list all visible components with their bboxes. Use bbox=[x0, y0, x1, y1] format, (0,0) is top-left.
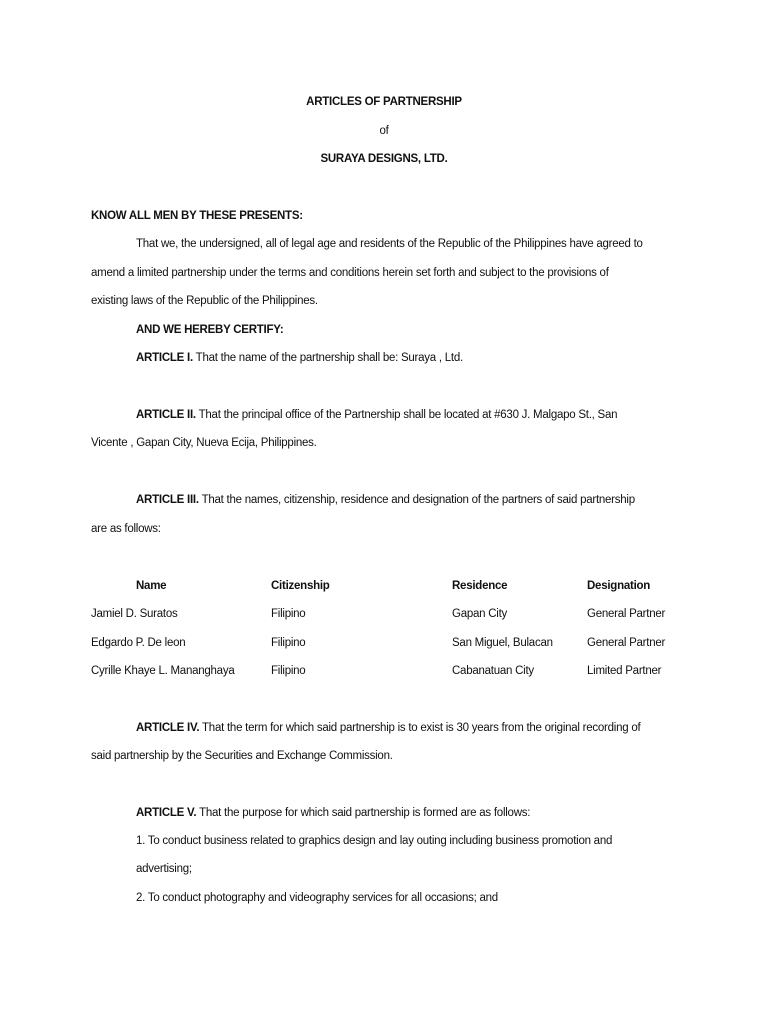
table-header-residence: Residence bbox=[452, 580, 508, 592]
article-1 bbox=[136, 352, 463, 364]
purpose-item-1-line-1: 1. To conduct business related to graphics design and lay outing including business promotion and bbox=[136, 835, 613, 847]
article-2-label: ARTICLE II. bbox=[136, 409, 196, 421]
partner-designation: Limited Partner bbox=[587, 665, 662, 677]
article-3-line-2: are as follows: bbox=[91, 523, 161, 535]
article-4-line-2: said partnership by the Securities and Exchange Commission. bbox=[91, 750, 393, 762]
table-header-designation: Designation bbox=[587, 580, 651, 592]
table-header-citizenship: Citizenship bbox=[271, 580, 330, 592]
article-3-line-1 bbox=[136, 494, 635, 506]
partner-designation: General Partner bbox=[587, 608, 666, 620]
document-title: ARTICLES OF PARTNERSHIP bbox=[306, 96, 462, 108]
partner-residence: Cabanatuan City bbox=[452, 665, 534, 677]
partner-residence: San Miguel, Bulacan bbox=[452, 637, 553, 649]
article-1-label: ARTICLE I. bbox=[136, 352, 193, 364]
document-of: of bbox=[379, 125, 389, 137]
intro-line-3: existing laws of the Republic of the Philippines. bbox=[91, 295, 318, 307]
article-4-line-1 bbox=[136, 722, 640, 734]
article-5-line-1 bbox=[136, 807, 530, 819]
partner-citizenship: Filipino bbox=[271, 665, 306, 677]
intro-heading: KNOW ALL MEN BY THESE PRESENTS: bbox=[91, 210, 303, 222]
partner-citizenship: Filipino bbox=[271, 608, 306, 620]
partner-residence: Gapan City bbox=[452, 608, 508, 620]
article-3-label: ARTICLE III. bbox=[136, 494, 199, 506]
purpose-item-2: 2. To conduct photography and videography services for all occasions; and bbox=[136, 892, 498, 904]
article-2-text: That the principal office of the Partnership shall be located at #630 J. Malgapo St., San bbox=[198, 409, 618, 421]
partner-name: Cyrille Khaye L. Mananghaya bbox=[91, 665, 235, 677]
intro-line-1: That we, the undersigned, all of legal age and residents of the Republic of the Philippines have agreed to bbox=[136, 238, 643, 250]
intro-line-2: amend a limited partnership under the terms and conditions herein set forth and subject to the provisions of bbox=[91, 267, 609, 279]
article-3-text: That the names, citizenship, residence and designation of the partners of said partnership bbox=[201, 494, 635, 506]
article-5-text: That the purpose for which said partnership is formed are as follows: bbox=[199, 807, 531, 819]
article-1-text: That the name of the partnership shall be: Suraya , Ltd. bbox=[195, 352, 463, 364]
partner-citizenship: Filipino bbox=[271, 637, 306, 649]
article-4-label: ARTICLE IV. bbox=[136, 722, 200, 734]
partner-designation: General Partner bbox=[587, 637, 666, 649]
article-2-line-1 bbox=[136, 409, 617, 421]
partner-name: Edgardo P. De leon bbox=[91, 637, 186, 649]
article-5-label: ARTICLE V. bbox=[136, 807, 197, 819]
article-2-line-2: Vicente , Gapan City, Nueva Ecija, Philippines. bbox=[91, 437, 317, 449]
table-header-name: Name bbox=[136, 580, 167, 592]
article-4-text: That the term for which said partnership is to exist is 30 years from the original recording of bbox=[202, 722, 641, 734]
certify-heading: AND WE HEREBY CERTIFY: bbox=[136, 324, 284, 336]
partner-name: Jamiel D. Suratos bbox=[91, 608, 178, 620]
company-name: SURAYA DESIGNS, LTD. bbox=[320, 153, 448, 165]
purpose-item-1-line-2: advertising; bbox=[136, 863, 192, 875]
